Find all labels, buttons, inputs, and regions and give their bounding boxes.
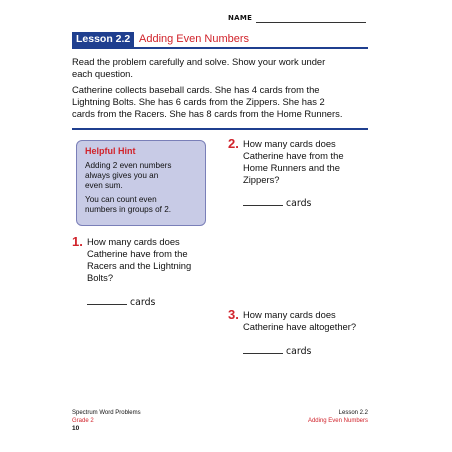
lesson-title: Adding Even Numbers [139,33,250,45]
question-line: Zippers? [243,174,280,185]
hint-p1-line-1: Adding 2 even numbers [85,161,172,170]
question-text [87,236,191,284]
hint-p2-line-2: numbers in groups of 2. [85,205,172,214]
footer-grade: Grade 2 [72,417,94,424]
question-line: Bolts? [87,272,114,283]
question-line: Catherine have from the [87,248,188,259]
hint-p1-line-3: even sum. [85,181,123,190]
question-1 [72,236,212,288]
name-label: NAME [228,14,253,22]
question-number: 2. [228,136,239,151]
hint-p2-line-1: You can count even [85,195,157,204]
footer-lesson: Lesson 2.2 [338,410,368,416]
lesson-header [72,32,368,49]
story-line-1: Catherine collects baseball cards. She has 4 cards from the [72,84,320,95]
story-line-2: Lightning Bolts. She has 6 cards from the Zippers. She has 2 [72,96,325,107]
footer-right [308,410,368,425]
story-line-3: cards from the Racers. She has 8 cards from the Home Runners. [72,108,343,119]
question-line: How many cards does [243,309,336,320]
answer-2 [243,198,311,210]
footer-topic: Adding Even Numbers [307,417,368,424]
question-line: How many cards does [87,236,180,247]
instructions-line-2: each question. [72,68,133,79]
question-text [243,138,344,186]
hint-p1-line-2: always gives you an [85,171,159,180]
footer-left [72,410,141,433]
question-line: Catherine have altogether? [243,321,357,332]
footer-book: Spectrum Word Problems [72,410,141,416]
name-blank-line [256,22,366,23]
answer-unit: cards [286,346,312,357]
lesson-tag: Lesson 2.2 [72,32,134,47]
instructions-line-1: Read the problem carefully and solve. Show your work under [72,56,326,67]
page-number: 10 [72,425,80,432]
instructions [72,56,368,80]
question-line: Home Runners and the [243,162,340,173]
hint-paragraph-1 [85,161,197,191]
story-problem [72,84,368,120]
answer-unit: cards [286,198,312,209]
helpful-hint-box [76,140,206,226]
question-line: Catherine have from the [243,150,344,161]
hint-paragraph-2 [85,195,197,215]
question-line: Racers and the Lightning [87,260,192,271]
hint-title: Helpful Hint [85,146,136,156]
question-number: 3. [228,307,239,322]
question-number: 1. [72,234,83,249]
question-3 [228,309,373,337]
answer-blank[interactable] [243,353,283,354]
answer-1 [87,297,155,309]
question-text [243,309,356,333]
answer-blank[interactable] [87,304,127,305]
answer-blank[interactable] [243,205,283,206]
story-divider [72,128,368,130]
name-field [228,14,368,28]
question-2 [228,138,373,190]
answer-3 [243,346,311,358]
question-line: How many cards does [243,138,336,149]
answer-unit: cards [130,297,156,308]
